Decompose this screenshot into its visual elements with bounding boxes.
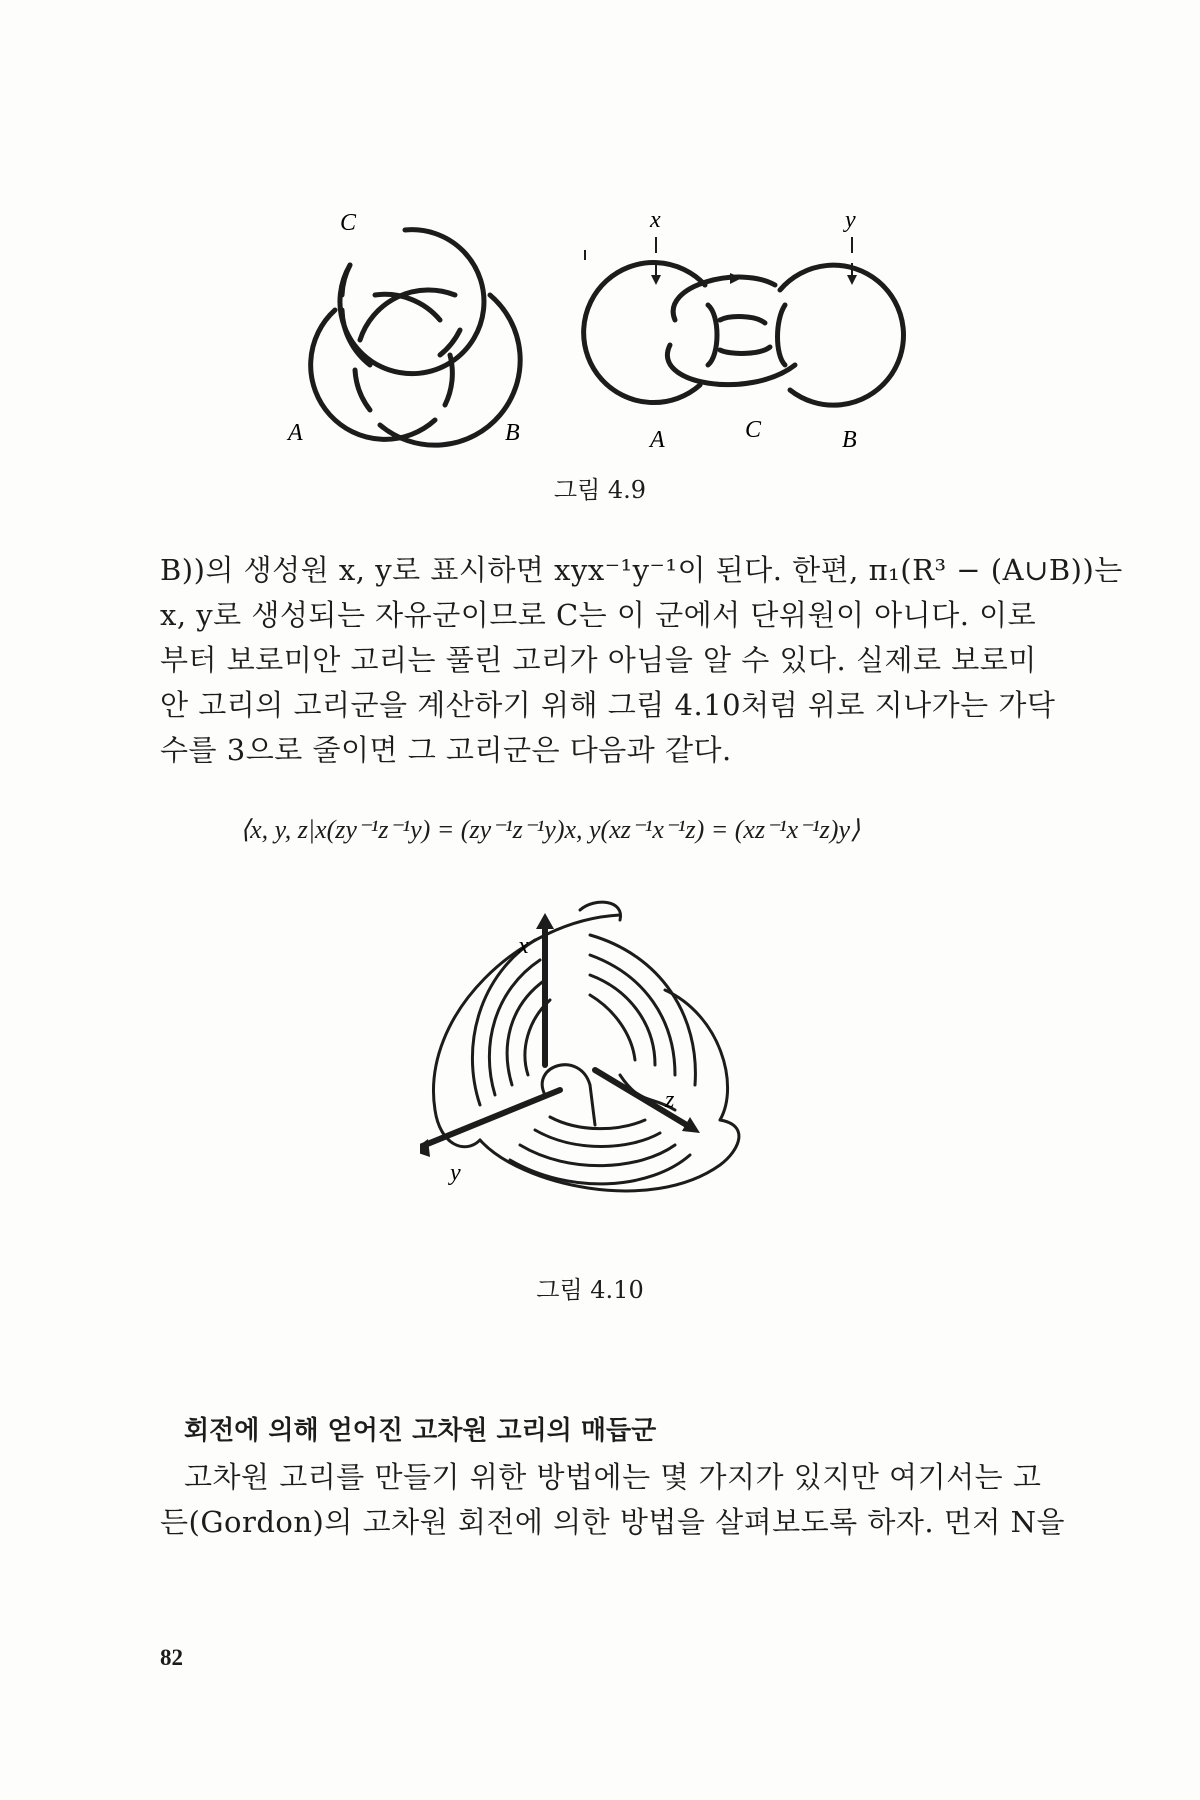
figure-4-9-caption: 그림 4.9	[553, 476, 647, 504]
figure-4-10-caption: 그림 4.10	[536, 1276, 644, 1304]
label-x: x	[650, 207, 661, 233]
link-group-presentation: ⟨x, y, z|x(zy⁻¹z⁻¹y) = (zy⁻¹z⁻¹y)x, y(xz⁻¹x⁻¹z) = (xz⁻¹x⁻¹z)y⟩	[240, 815, 861, 844]
paragraph-1-line: 부터 보로미안 고리는 풀린 고리가 아님을 알 수 있다. 실제로 보로미	[160, 643, 1037, 677]
paragraph-1-line: 수를 3으로 줄이면 그 고리군은 다음과 같다.	[160, 733, 732, 767]
paragraph-2	[160, 1455, 1065, 1545]
link-complement-diagram	[580, 205, 920, 460]
spiral-link-diagram	[420, 895, 810, 1225]
loop-c	[673, 277, 775, 320]
label-y: y	[845, 207, 856, 233]
paragraph-1-line: 안 고리의 고리군을 계산하기 위해 그림 4.10처럼 위로 지나가는 가닥	[160, 688, 1056, 722]
label-c-left: C	[340, 210, 357, 236]
label-b-right: B	[842, 427, 857, 453]
circle-b	[780, 265, 903, 405]
borromean-rings-diagram	[280, 200, 550, 470]
label-b-left: B	[505, 420, 520, 446]
paragraph-2-line: 고차원 고리를 만들기 위한 방법에는 몇 가지가 있지만 여기서는 고	[184, 1460, 1042, 1494]
paragraph-1	[160, 548, 1123, 773]
label-x-spiral: x	[518, 933, 529, 959]
label-y-spiral: y	[450, 1160, 461, 1186]
paragraph-2-line: 든(Gordon)의 고차원 회전에 의한 방법을 살펴보도록 하자. 먼저 N을	[160, 1505, 1065, 1539]
arrow-z	[595, 1070, 690, 1127]
page-number: 82	[160, 1645, 183, 1670]
label-a-left: A	[288, 420, 303, 446]
paragraph-1-line: B))의 생성원 x, y로 표시하면 xyx⁻¹y⁻¹이 된다. 한편, π₁(R³ − (A∪B))는	[160, 553, 1123, 587]
circle-a	[584, 263, 705, 403]
label-a-right: A	[650, 427, 665, 453]
label-c-right: C	[745, 417, 762, 443]
arrow-y	[420, 1090, 560, 1147]
label-z-spiral: z	[665, 1087, 675, 1113]
section-heading: 회전에 의해 얻어진 고차원 고리의 매듭군	[184, 1416, 657, 1446]
paragraph-1-line: x, y로 생성되는 자유군이므로 C는 이 군에서 단위원이 아니다. 이로	[160, 598, 1037, 632]
